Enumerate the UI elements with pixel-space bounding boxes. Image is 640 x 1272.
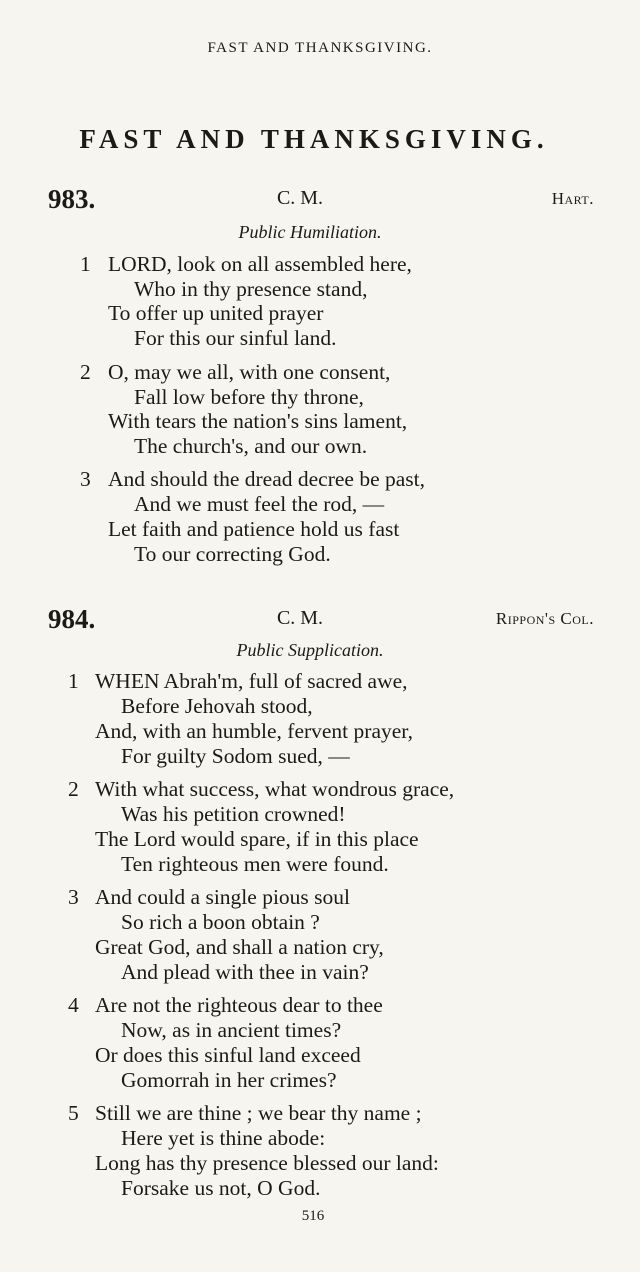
verse-line: And could a single pious soul [95, 885, 350, 909]
verse-line: For this our sinful land. [134, 326, 337, 350]
hymn-meter: C. M. [276, 187, 324, 209]
verse-number: 2 [80, 360, 91, 384]
verse-line: And, with an humble, fervent prayer, [95, 719, 413, 743]
verse-number: 1 [80, 252, 91, 276]
verse-line: WHEN Abrah'm, full of sacred awe, [95, 669, 408, 693]
verse-number: 4 [68, 993, 79, 1017]
verse-line: LORD, look on all assembled here, [108, 252, 412, 276]
verse-line: With tears the nation's sins lament, [108, 409, 408, 433]
verse-line: To offer up united prayer [108, 301, 324, 325]
verse-line: Are not the righteous dear to thee [95, 993, 383, 1017]
verse-number: 3 [80, 467, 91, 491]
verse-line: The Lord would spare, if in this place [95, 827, 419, 851]
running-head: FAST AND THANKSGIVING. [207, 40, 433, 56]
verse-line: Let faith and patience hold us fast [108, 517, 400, 541]
verse-line: And should the dread decree be past, [108, 467, 426, 491]
verse-line: Ten righteous men were found. [121, 852, 389, 876]
verse-line: And we must feel the rod, — [134, 492, 385, 516]
hymn-number: 983. [48, 184, 96, 214]
verse-number: 1 [68, 669, 79, 693]
hymn-subtitle: Public Supplication. [236, 640, 384, 660]
hymn-984-header [0, 604, 640, 634]
verse-number: 5 [68, 1101, 79, 1125]
verse-line: Great God, and shall a nation cry, [95, 935, 384, 959]
verse-line: Who in thy presence stand, [134, 277, 368, 301]
verse-line: Gomorrah in her crimes? [121, 1068, 337, 1092]
hymn-number: 984. [48, 604, 96, 634]
verse-line: Long has thy presence blessed our land: [95, 1151, 439, 1175]
verse-line: Fall low before thy throne, [134, 385, 364, 409]
verse-line: Now, as in ancient times? [121, 1018, 342, 1042]
verse-line: Before Jehovah stood, [121, 694, 313, 718]
verse-line: Or does this sinful land exceed [95, 1043, 361, 1067]
verse-number: 2 [68, 777, 79, 801]
verse-line: Still we are thine ; we bear thy name ; [95, 1101, 422, 1125]
verse-line: O, may we all, with one consent, [108, 360, 391, 384]
verse-line: So rich a boon obtain ? [121, 910, 320, 934]
hymn-meter: C. M. [276, 607, 324, 629]
section-title: FAST AND THANKSGIVING. [79, 124, 549, 154]
verse-line: To our correcting God. [134, 542, 331, 566]
hymn-983-header [0, 184, 640, 214]
verse-line: With what success, what wondrous grace, [95, 777, 455, 801]
verse-line: Here yet is thine abode: [121, 1126, 326, 1150]
page-number: 516 [301, 1208, 325, 1224]
verse-line: For guilty Sodom sued, — [121, 744, 350, 768]
verse-line: And plead with thee in vain? [121, 960, 369, 984]
verse-line: The church's, and our own. [134, 434, 368, 458]
verse-line: Forsake us not, O God. [121, 1176, 321, 1200]
hymn-author: Rippon's Col. [495, 609, 594, 628]
hymn-author: Hart. [551, 189, 594, 208]
verse-line: Was his petition crowned! [121, 802, 346, 826]
verse-number: 3 [68, 885, 79, 909]
hymn-subtitle: Public Humiliation. [238, 222, 382, 242]
